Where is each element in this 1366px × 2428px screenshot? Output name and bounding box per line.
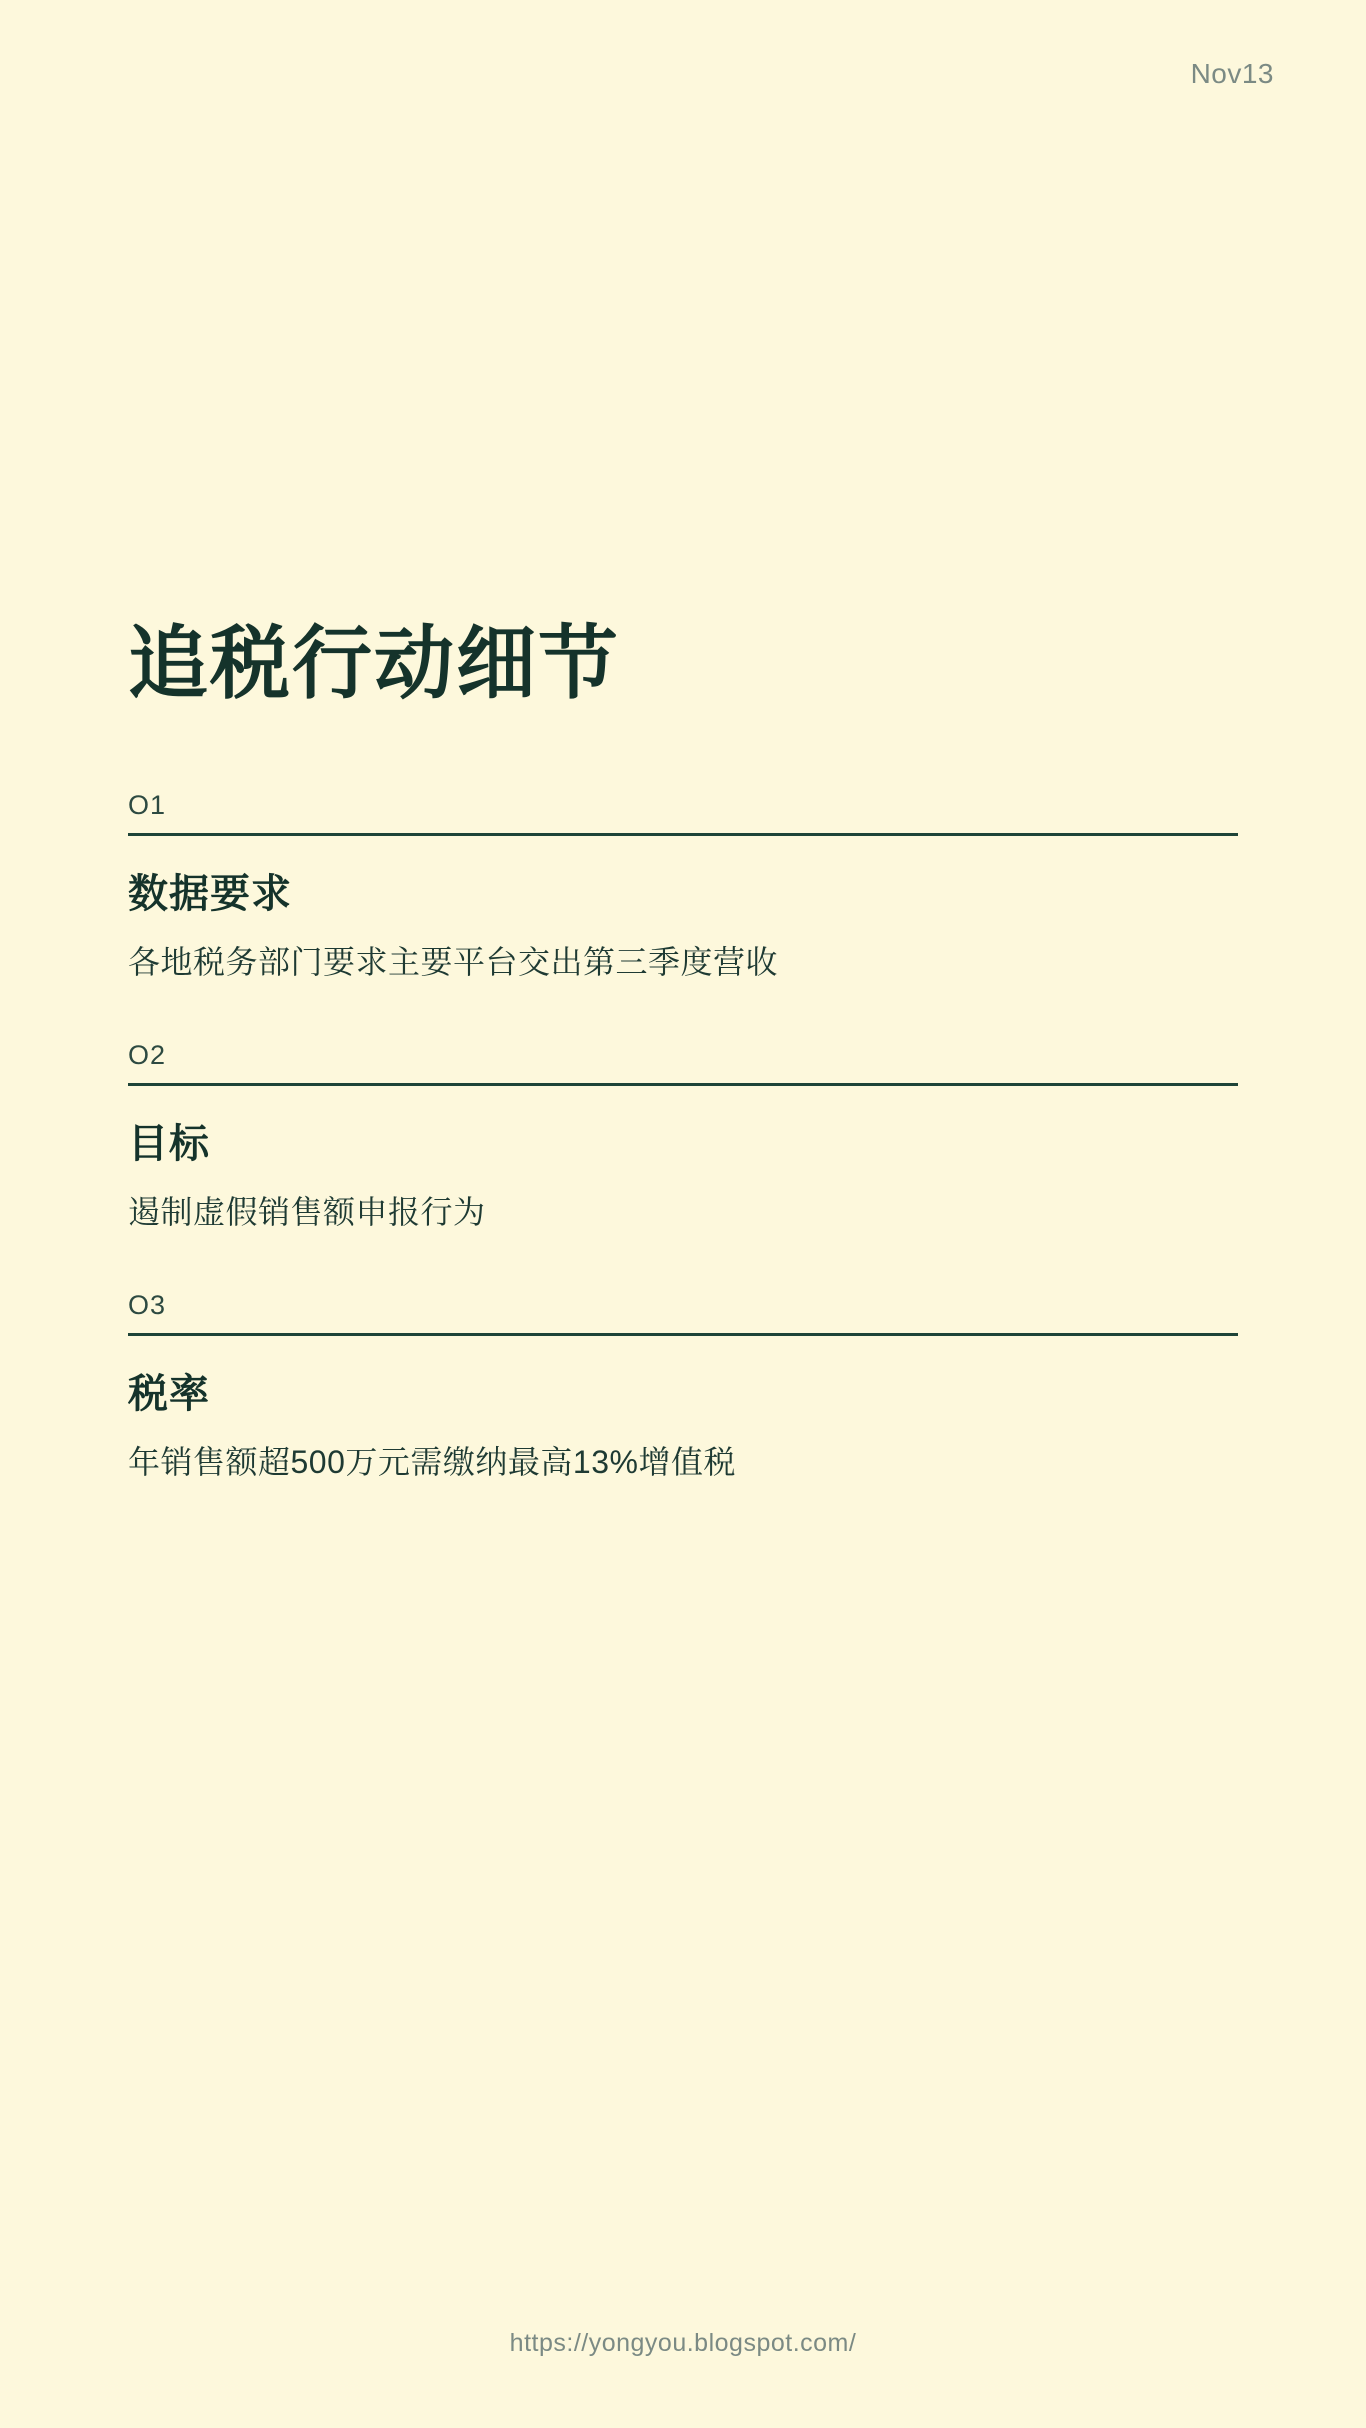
section-title: 目标 [128,1122,210,1167]
section-number: O3 [128,1290,167,1321]
list-item [128,1290,1238,1484]
section-divider [128,833,1238,836]
section-description: 各地税务部门要求主要平台交出第三季度营收 [128,944,779,980]
section-divider [128,1333,1238,1336]
list-item [128,790,1238,984]
section-description: 年销售额超500万元需缴纳最高13%增值税 [128,1444,736,1481]
section-title: 税率 [128,1372,210,1417]
section-list [128,790,1238,1485]
footer-url[interactable]: https://yongyou.blogspot.com/ [509,2329,857,2357]
list-item [128,1040,1238,1234]
page-title: 追税行动细节 [128,618,620,708]
section-title: 数据要求 [128,872,292,916]
section-divider [128,1083,1238,1086]
section-description: 遏制虚假销售额申报行为 [128,1194,486,1231]
section-number: O2 [128,1040,167,1071]
section-number: O1 [128,790,167,820]
date-badge: Nov13 [1190,58,1274,89]
